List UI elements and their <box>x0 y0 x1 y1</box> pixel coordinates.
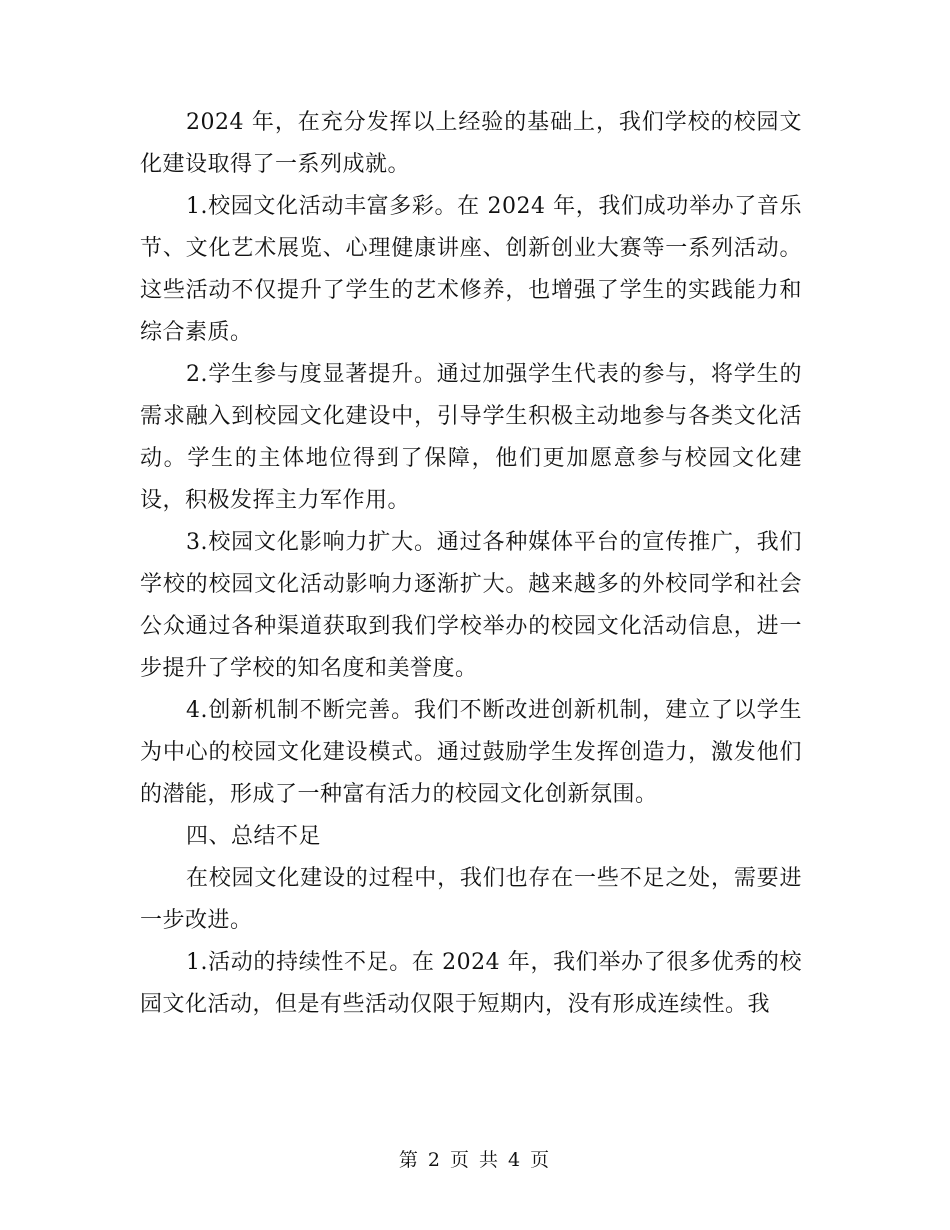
paragraph-achievement-1: 1.校园文化活动丰富多彩。在 2024 年，我们成功举办了音乐节、文化艺术展览、心理健康讲座、创新创业大赛等一系列活动。这些活动不仅提升了学生的艺术修养，也增强了学生的实践能力和综合素质。 <box>140 194 802 345</box>
page-number-footer: 第 2 页 共 4 页 <box>398 1149 552 1171</box>
section-heading: 四、总结不足 <box>186 824 322 849</box>
paragraph-achievement-4: 4.创新机制不断完善。我们不断改进创新机制，建立了以学生为中心的校园文化建设模式。通过鼓励学生发挥创造力，激发他们的潜能，形成了一种富有活力的校园文化创新氛围。 <box>140 698 802 807</box>
paragraph-shortcomings-intro: 在校园文化建设的过程中，我们也存在一些不足之处，需要进一步改进。 <box>140 866 802 933</box>
paragraph-intro: 2024 年，在充分发挥以上经验的基础上，我们学校的校园文化建设取得了一系列成就。 <box>140 110 802 177</box>
paragraph-achievement-2: 2.学生参与度显著提升。通过加强学生代表的参与，将学生的需求融入到校园文化建设中，引导学生积极主动地参与各类文化活动。学生的主体地位得到了保障，他们更加愿意参与校园文化建设，积极发挥主力军作用。 <box>140 362 802 513</box>
document-body <box>140 102 802 1026</box>
paragraph-achievement-3: 3.校园文化影响力扩大。通过各种媒体平台的宣传推广，我们学校的校园文化活动影响力逐渐扩大。越来越多的外校同学和社会公众通过各种渠道获取到我们学校举办的校园文化活动信息，进一步提升了学校的知名度和美誉度。 <box>140 530 802 681</box>
paragraph-shortcoming-1: 1.活动的持续性不足。在 2024 年，我们举办了很多优秀的校园文化活动，但是有些活动仅限于短期内，没有形成连续性。我 <box>140 950 802 1017</box>
